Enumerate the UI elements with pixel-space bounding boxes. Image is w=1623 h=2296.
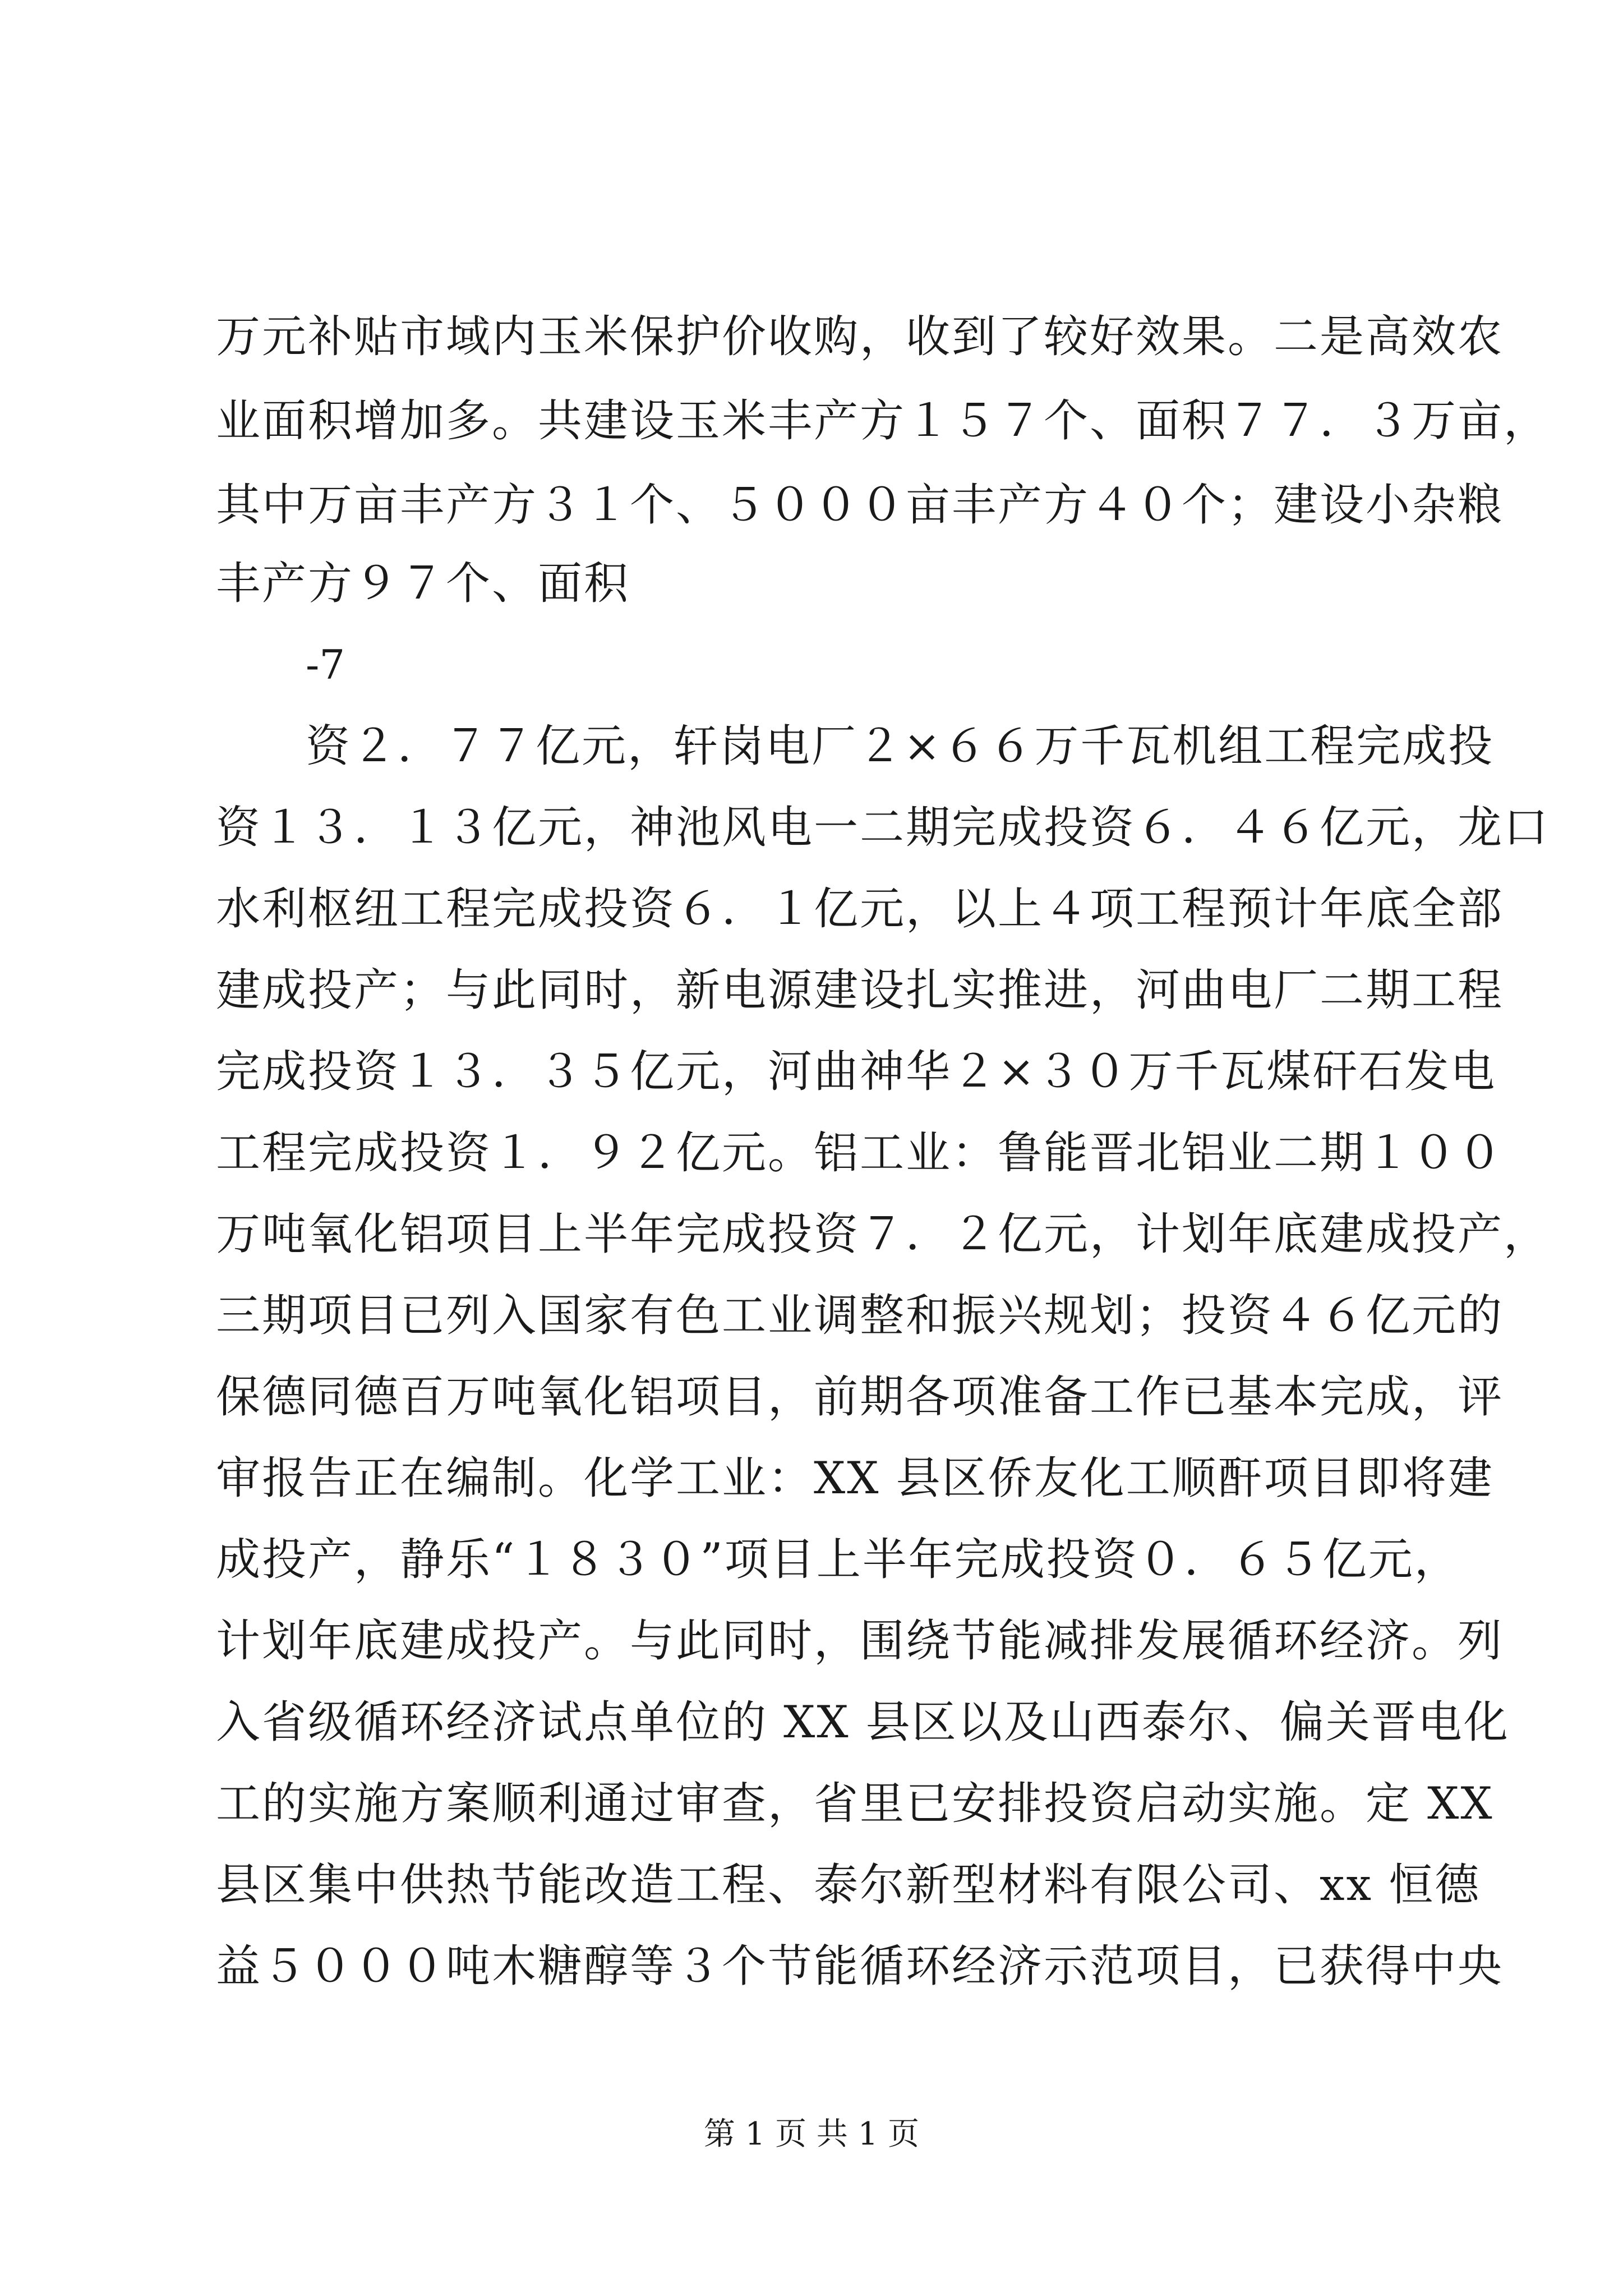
body-text-line: 建成投产；与此同时，新电源建设扎实推进，河曲电厂二期工程 (216, 964, 1504, 1016)
body-text-line: 万吨氧化铝项目上半年完成投资７．２亿元，计划年底建成投产， (216, 1208, 1550, 1260)
body-text-line: 审报告正在编制。化学工业：XX 县区侨友化工顺酐项目即将建 (216, 1452, 1494, 1504)
body-text-line: 工程完成投资１．９２亿元。铝工业：鲁能晋北铝业二期１００ (216, 1127, 1504, 1179)
body-text-line: 万元补贴市域内玉米保护价收购，收到了较好效果。二是高效农 (216, 311, 1504, 362)
body-text-line: 计划年底建成投产。与此同时，围绕节能减排发展循环经济。列 (216, 1615, 1504, 1667)
body-text-line: 入省级循环经济试点单位的 XX 县区以及山西泰尔、偏关晋电化 (216, 1696, 1510, 1748)
body-text-line: 水利枢纽工程完成投资６．１亿元，以上４项工程预计年底全部 (216, 883, 1504, 935)
body-text-line: 工的实施方案顺利通过审查，省里已安排投资启动实施。定 XX (216, 1778, 1494, 1829)
page-footer: 第 1 页 共 1 页 (703, 2116, 920, 2152)
body-text-line: 保德同德百万吨氧化铝项目，前期各项准备工作已基本完成，评 (216, 1371, 1504, 1423)
page-number-marker: -7 (306, 641, 345, 688)
body-text-line: 完成投资１３．３５亿元，河曲神华２×３０万千瓦煤矸石发电 (216, 1046, 1497, 1097)
body-text-line: 其中万亩丰产方３１个、５０００亩丰产方４０个；建设小杂粮 (216, 479, 1504, 531)
body-text-line: 益５０００吨木糖醇等３个节能循环经济示范项目，已获得中央 (216, 1940, 1504, 1992)
body-text-line: 丰产方９７个、面积 (216, 558, 630, 609)
body-text-line: 成投产，静乐“１８３０”项目上半年完成投资０．６５亿元， (216, 1534, 1460, 1585)
body-text-line: 三期项目已列入国家有色工业调整和振兴规划；投资４６亿元的 (216, 1290, 1504, 1341)
body-text-line: 资１３．１３亿元，神池风电一二期完成投资６．４６亿元，龙口 (216, 802, 1550, 853)
body-text-line: 县区集中供热节能改造工程、泰尔新型材料有限公司、xx 恒德 (216, 1859, 1481, 1911)
body-text-line: 业面积增加多。共建设玉米丰产方１５７个、面积７７．３万亩， (216, 395, 1550, 447)
paragraph-first-line: 资２．７７亿元，轩岗电厂２×６６万千瓦机组工程完成投 (306, 720, 1495, 772)
